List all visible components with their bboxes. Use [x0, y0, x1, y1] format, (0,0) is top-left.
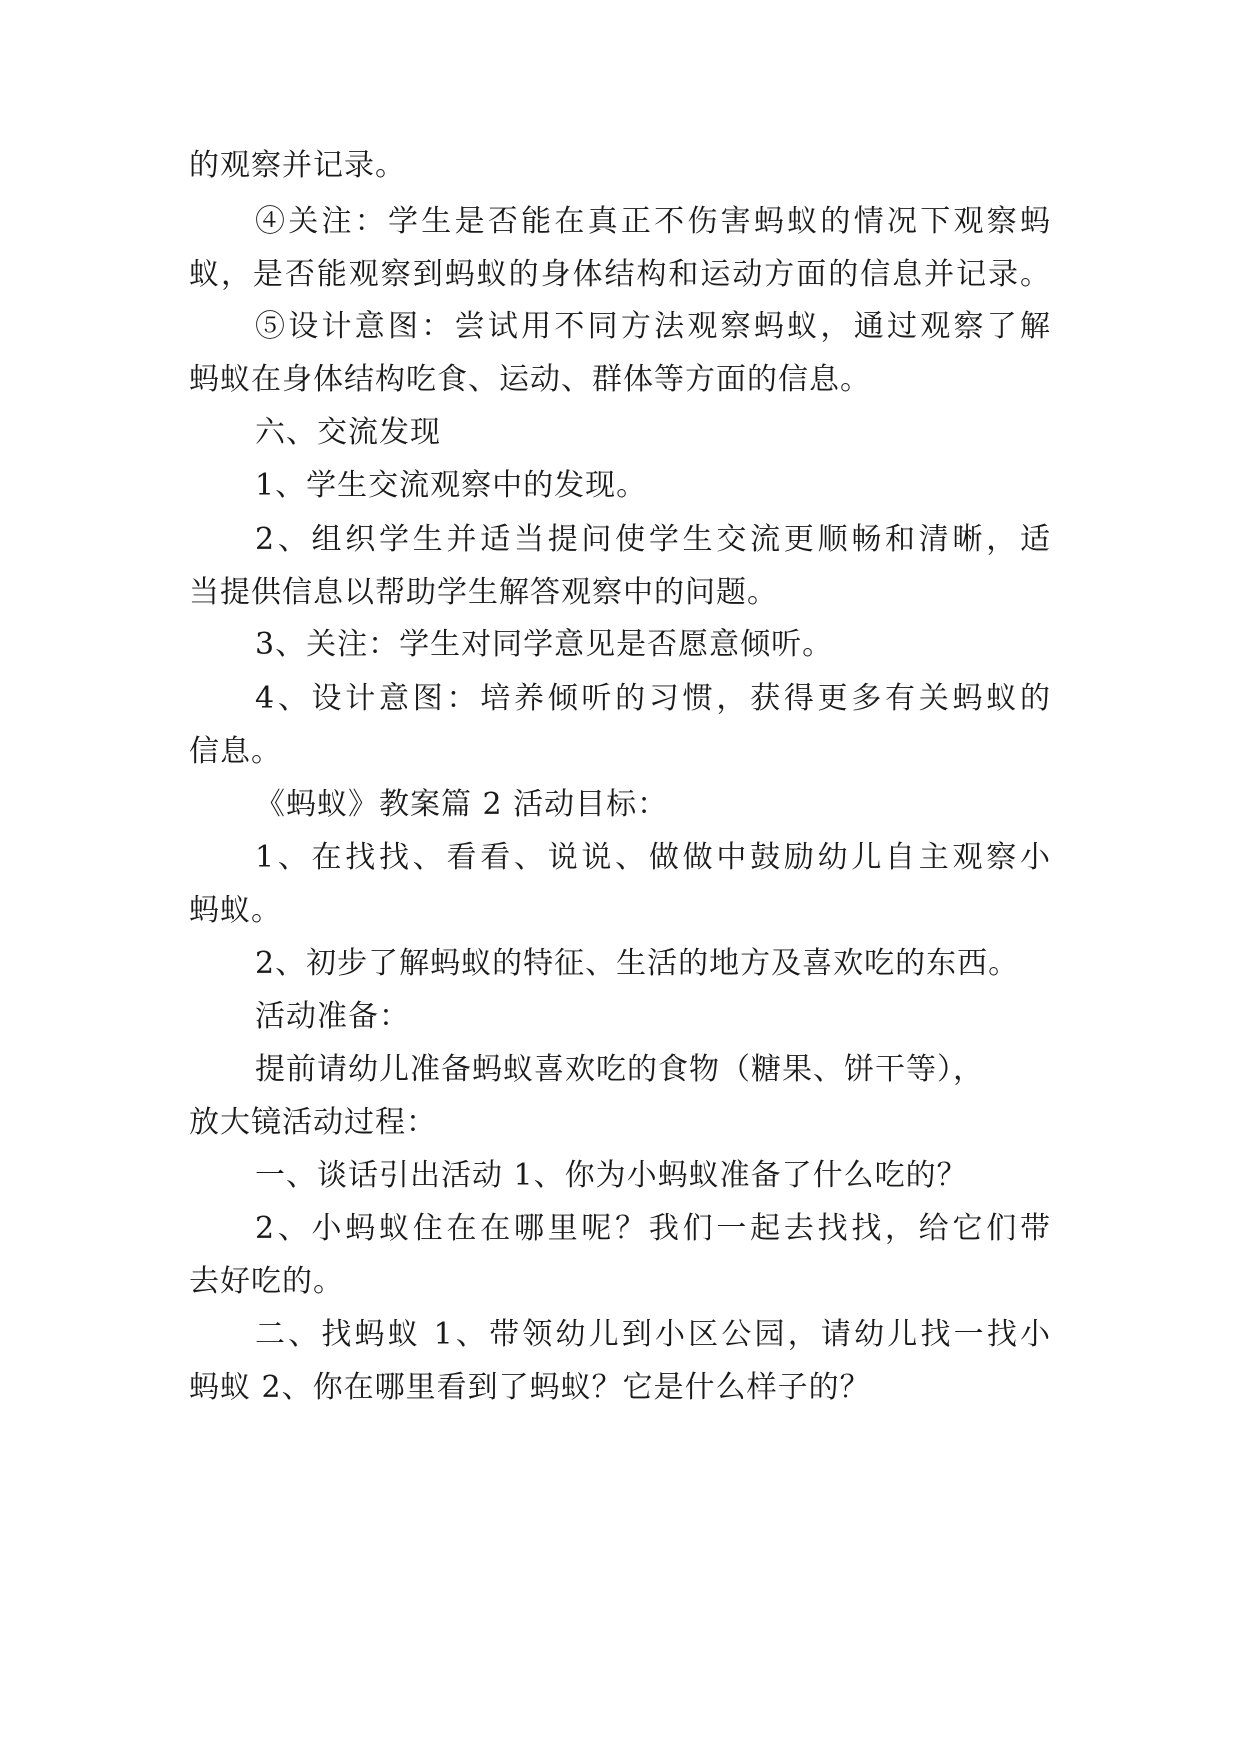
text-line-10: 3、关注：学生对同学意见是否愿意倾听。: [255, 627, 834, 662]
text-line-5: 蚂蚁在身体结构吃食、运动、群体等方面的信息。: [189, 362, 871, 397]
text-line-1: 的观察并记录。: [189, 148, 406, 183]
text-line-14: 1、在找找、看看、说说、做做中鼓励幼儿自主观察小: [255, 840, 1051, 875]
text-line-3: 蚁，是否能观察到蚂蚁的身体结构和运动方面的信息并记录。: [189, 257, 1051, 292]
text-line-2: ④关注：学生是否能在真正不伤害蚂蚁的情况下观察蚂: [255, 204, 1051, 239]
text-line-15: 蚂蚁。: [189, 893, 282, 928]
text-line-12: 信息。: [189, 734, 282, 769]
text-line-16: 2、初步了解蚂蚁的特征、生活的地方及喜欢吃的东西。: [255, 946, 1020, 981]
text-line-11: 4、设计意图：培养倾听的习惯，获得更多有关蚂蚁的: [255, 681, 1051, 716]
text-line-9: 当提供信息以帮助学生解答观察中的问题。: [189, 575, 778, 610]
text-line-24: 蚂蚁 2、你在哪里看到了蚂蚁？它是什么样子的？: [189, 1370, 871, 1405]
text-line-8: 2、组织学生并适当提问使学生交流更顺畅和清晰，适: [255, 522, 1051, 557]
text-line-4: ⑤设计意图：尝试用不同方法观察蚂蚁，通过观察了解: [255, 309, 1051, 344]
lesson-plan-2-heading: 《蚂蚁》教案篇 2 活动目标：: [255, 787, 669, 822]
section-heading-exchange: 六、交流发现: [255, 415, 441, 450]
text-line-19: 放大镜活动过程：: [189, 1105, 437, 1140]
text-line-20: 一、谈话引出活动 1、你为小蚂蚁准备了什么吃的？: [255, 1158, 968, 1193]
activity-preparation-heading: 活动准备：: [255, 999, 410, 1034]
text-line-21: 2、小蚂蚁住在在哪里呢？我们一起去找找，给它们带: [255, 1211, 1051, 1246]
text-line-7: 1、学生交流观察中的发现。: [255, 468, 648, 503]
text-line-23: 二、找蚂蚁 1、带领幼儿到小区公园，请幼儿找一找小: [255, 1317, 1051, 1352]
text-line-18: 提前请幼儿准备蚂蚁喜欢吃的食物（糖果、饼干等），: [255, 1052, 984, 1087]
text-line-22: 去好吃的。: [189, 1264, 344, 1299]
